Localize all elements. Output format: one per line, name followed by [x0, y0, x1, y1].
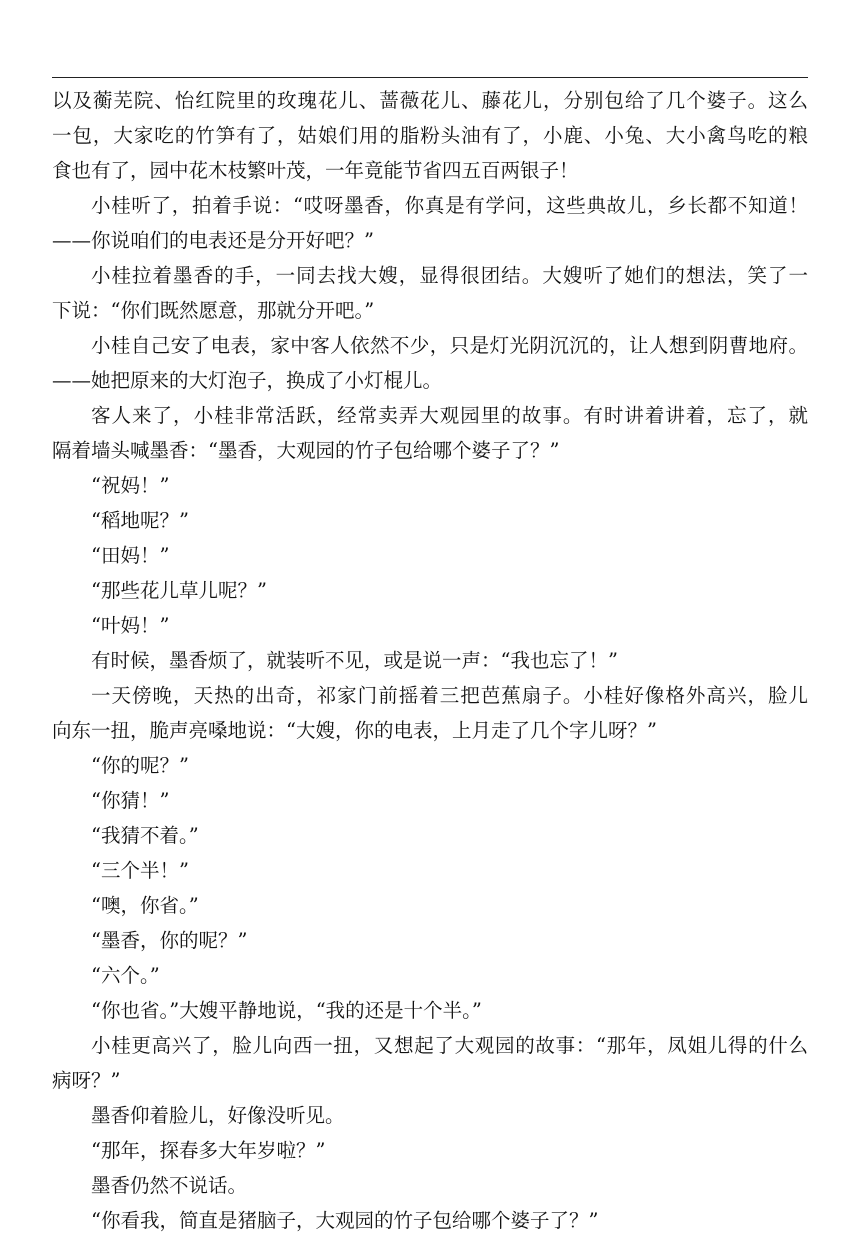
text-line-10: 客人来了，小桂非常活跃，经常卖弄大观园里的故事。有时讲着讲着，忘了，就: [91, 404, 808, 427]
text-line-4: 小桂听了，拍着手说：“哎呀墨香，你真是有学问，这些典故儿，乡长都不知道！: [91, 194, 808, 217]
text-line-33: “你看我，简直是猪脑子，大观园的竹子包给哪个婆子了？”: [91, 1209, 599, 1232]
document-body: [52, 83, 808, 1238]
text-line-28: 小桂更高兴了，脸儿向西一扭，又想起了大观园的故事：“那年，凤姐儿得的什么: [91, 1034, 808, 1057]
text-line-29: 病呀？”: [52, 1069, 121, 1092]
text-line-26: “六个。”: [91, 964, 160, 987]
text-line-14: “田妈！”: [91, 544, 170, 567]
text-line-27: “你也省。”大嫂平静地说，“我的还是十个半。”: [91, 999, 482, 1022]
text-line-24: “噢，你省。”: [91, 894, 199, 917]
text-line-11: 隔着墙头喊墨香：“墨香，大观园的竹子包给哪个婆子了？”: [52, 439, 560, 462]
text-line-19: 向东一扭，脆声亮嗓地说：“大嫂，你的电表，上月走了几个字儿呀？”: [52, 719, 657, 742]
text-line-20: “你的呢？”: [91, 754, 189, 777]
text-line-9: ——她把原来的大灯泡子，换成了小灯棍儿。: [52, 369, 443, 392]
text-line-18: 一天傍晚，天热的出奇，祁家门前摇着三把芭蕉扇子。小桂好像格外高兴，脸儿: [91, 684, 808, 707]
text-line-22: “我猜不着。”: [91, 824, 199, 847]
text-line-8: 小桂自己安了电表，家中客人依然不少，只是灯光阴沉沉的，让人想到阴曹地府。: [91, 334, 808, 357]
text-line-13: “稻地呢？”: [91, 509, 189, 532]
text-line-32: 墨香仍然不说话。: [91, 1174, 248, 1197]
text-line-6: 小桂拉着墨香的手，一同去找大嫂，显得很团结。大嫂听了她们的想法，笑了一: [91, 264, 808, 287]
text-line-23: “三个半！”: [91, 859, 189, 882]
text-line-1: 以及蘅芜院、怡红院里的玫瑰花儿、蔷薇花儿、藤花儿，分别包给了几个婆子。这么: [52, 89, 808, 112]
text-line-15: “那些花儿草儿呢？”: [91, 579, 267, 602]
text-line-31: “那年，探春多大年岁啦？”: [91, 1139, 326, 1162]
text-line-7: 下说：“你们既然愿意，那就分开吧。”: [52, 299, 375, 322]
text-line-21: “你猜！”: [91, 789, 170, 812]
text-line-30: 墨香仰着脸儿，好像没听见。: [91, 1104, 345, 1127]
text-line-5: ——你说咱们的电表还是分开好吧？”: [52, 229, 374, 252]
text-line-17: 有时候，墨香烦了，就装听不见，或是说一声：“我也忘了！”: [91, 649, 618, 672]
text-line-3: 食也有了，园中花木枝繁叶茂，一年竟能节省四五百两银子！: [52, 159, 579, 182]
text-line-2: 一包，大家吃的竹笋有了，姑娘们用的脂粉头油有了，小鹿、小兔、大小禽鸟吃的粮: [52, 124, 808, 147]
text-line-16: “叶妈！”: [91, 614, 170, 637]
text-line-25: “墨香，你的呢？”: [91, 929, 248, 952]
header-rule: [52, 77, 808, 78]
text-line-12: “祝妈！”: [91, 474, 170, 497]
